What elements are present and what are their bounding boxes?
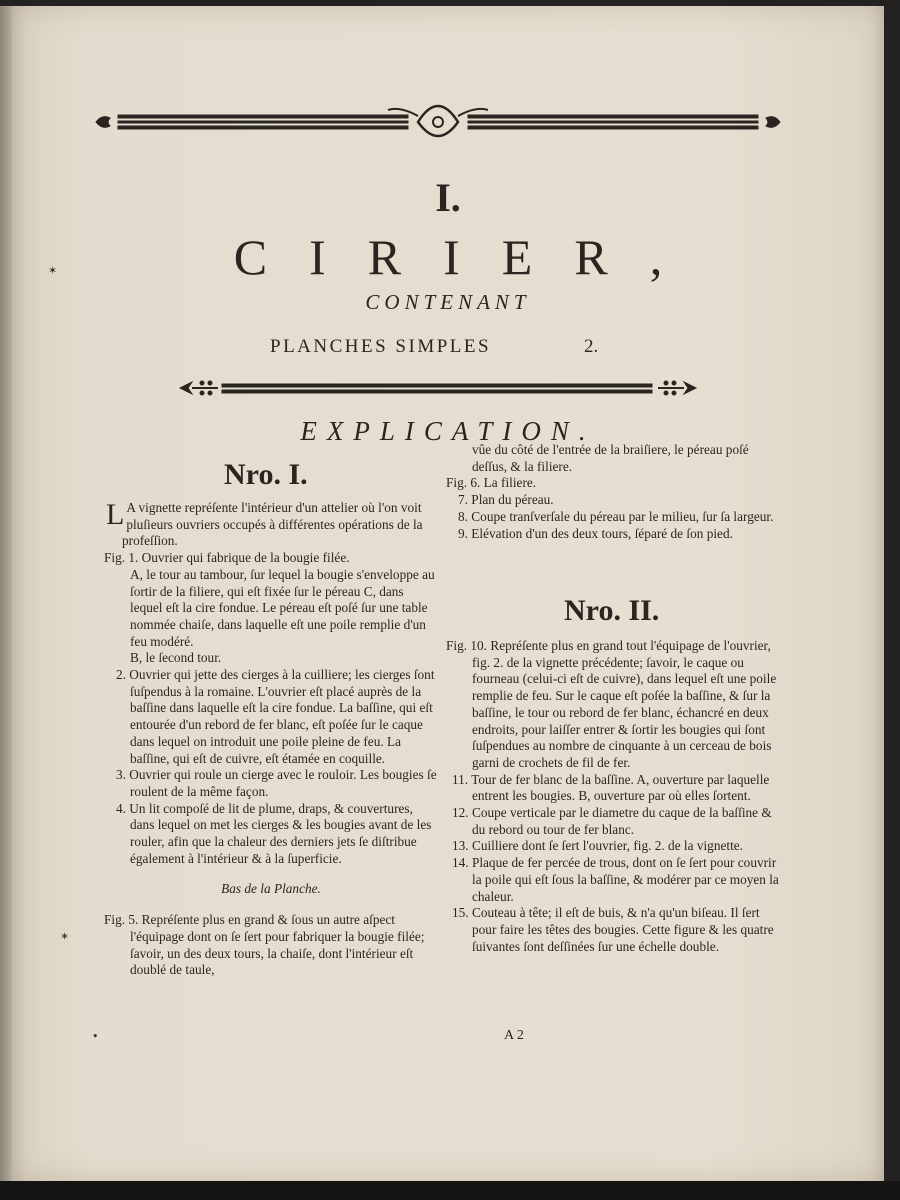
fig2-text: 2. Ouvrier qui jette des cierges à la cuilliere; les cierges ſont ſuſpendus à la romaine. L'ouvrier eſt placé auprès de la baſſine dans laquelle eſt la cire fondue. La baſſine, qui eſt entourée d'un rebord de fer blanc, eſt poſée ſur le caque dans lequel on introduit une poile pleine de feu. La baſſine, qui eſt de cuivre, eſt étamée en coquille.	[116, 667, 435, 766]
fig8-text: 8. Coupe tranſverſale du péreau par le milieu, ſur ſa largeur.	[458, 508, 774, 524]
section-number: I.	[435, 175, 461, 220]
fig11-text: 11. Tour de fer blanc de la baſſine. A, ouverture par laquelle entrent les bougies. B, ouverture par où elles ſortent.	[452, 771, 770, 804]
planches-count: 2.	[584, 336, 599, 357]
book-page	[12, 6, 884, 1181]
bas-subheading: Bas de la Planche.	[221, 881, 321, 897]
signature-mark: A 2	[504, 1028, 524, 1043]
fig7-text: 7. Plan du péreau.	[458, 492, 554, 508]
fig5-continued-text: vûe du côté de l'entrée de la braiſiere, le péreau poſé deſſus, & la filiere.	[472, 442, 749, 474]
fig15-text: 15. Couteau à tête; il eſt de buis, & n'a qu'un biſeau. Il ſert pour faire les têtes des bougies. Cette figure & les quatre ſuivantes ſont deſſinées ſur une échelle double.	[452, 905, 774, 954]
fig12-text: 12. Coupe verticale par le diametre du caque de la baſſine & du rebord ou tour de fer blanc.	[452, 805, 772, 837]
fig3-text: 3. Ouvrier qui roule un cierge avec le rouloir. Les bougies ſe roulent de la même façon.	[116, 767, 437, 799]
right-column-top	[446, 442, 786, 542]
subtitle: CONTENANT	[365, 290, 531, 314]
top-ornament-rule	[88, 102, 788, 142]
fig1-a-text: A, le tour au tambour, ſur lequel la bougie s'enveloppe au ſortir de la filiere, qui eſt fixée ſur le péreau C, dans lequel eſt la cire fondue. Le péreau eſt poſé ſur une table nommée chaiſe, dans laquelle eſt une poile remplie d'un feu modéré.	[130, 566, 435, 649]
fig10-text: Fig. 10. Repréſente plus en grand tout l'équipage de l'ouvrier, fig. 2. de la vignette précédente; ſavoir, le caque ou fourneau (celui-ci eſt de cuivre), dans lequel eſt une poile remplie de feu. Sur le caque eſt poſée la baſſine, & ſur la baſſine, le tour ou rebord de fer blanc, échancré en deux endroits, pour laiſſer entrer & ſortir les bougies qui ſont ſuſpendues au nombre de cinquante à un cerceau de bois garni de crochets de fil de fer.	[446, 638, 777, 770]
page-speck: ✶	[48, 264, 58, 277]
intro-paragraph	[104, 500, 438, 550]
middle-ornament-rule	[178, 374, 698, 404]
left-column	[104, 500, 438, 979]
fig13-text: 13. Cuilliere dont ſe ſert l'ouvrier, fig. 2. de la vignette.	[452, 838, 743, 854]
fig5-text: Fig. 5. Repréſente plus en grand & ſous un autre aſpect l'équipage dont on ſe ſert pour fabriquer la bougie filée; ſavoir, un des deux tours, la chaiſe, dont l'intérieur eſt doublé de taule,	[104, 912, 425, 978]
table-surface	[0, 1181, 900, 1200]
right-column-bottom	[446, 638, 786, 955]
fig9-text: 9. Elévation d'un des deux tours, ſéparé de ſon pied.	[458, 525, 733, 541]
explication-heading: EXPLICATION.	[300, 416, 596, 446]
page-speck: •	[92, 1030, 99, 1043]
page-speck: ✶	[60, 930, 70, 943]
right-heading: Nro. II.	[564, 594, 660, 627]
fig4-text: 4. Un lit compoſé de lit de plume, draps, & couvertures, dans lequel on met les cierges & les bougies avant de les rouler, afin que la chaleur des derniers jets ſe diſtribue également à l'intérieur & à la ſuperficie.	[116, 800, 432, 866]
page-title: CIRIER,	[233, 229, 705, 285]
fig1-text: Fig. 1. Ouvrier qui fabrique de la bougie filée.	[104, 550, 350, 566]
intro-text: A vignette repréſente l'intérieur d'un attelier où l'on voit pluſieurs ouvriers occupés à différentes opérations de la profeſſion.	[122, 500, 423, 549]
drop-cap: L	[106, 498, 125, 531]
left-heading: Nro. I.	[224, 458, 308, 491]
fig6-text: Fig. 6. La filiere.	[446, 475, 537, 491]
fig14-text: 14. Plaque de fer percée de trous, dont on ſe ſert pour couvrir la poile qui eſt ſous la baſſine, & modérer par ce moyen la chaleur.	[452, 855, 779, 904]
planches-label: PLANCHES SIMPLES	[270, 336, 492, 357]
fig1-b-text: B, le ſecond tour.	[130, 650, 222, 666]
